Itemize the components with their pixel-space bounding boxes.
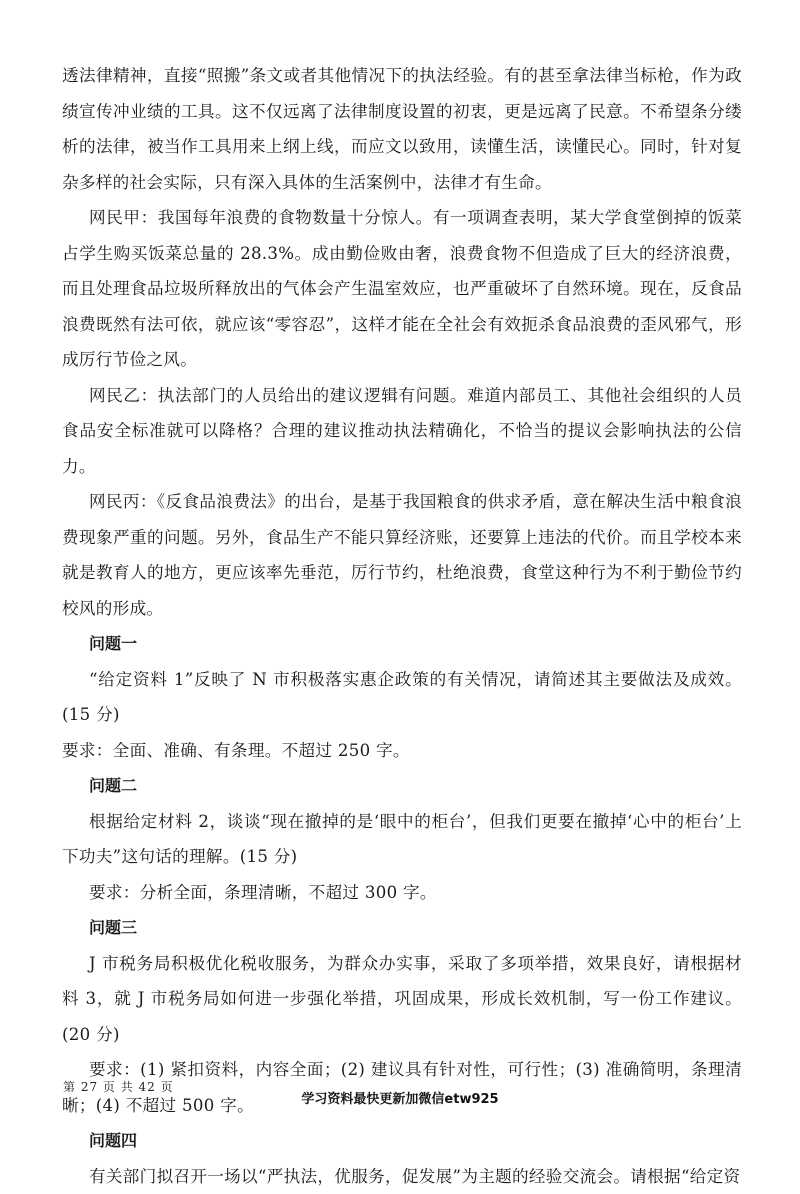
footer-note: 学习资料最快更新加微信etw925 <box>0 1088 800 1107</box>
question-heading: 问题四 <box>62 1123 742 1159</box>
question-requirement: 要求：(1) 紧扣资料，内容全面；(2) 建议具有针对性，可行性；(3) 准确简明，条理清晰；(4) 不超过 500 字。 <box>62 1052 742 1123</box>
document-body <box>62 58 742 1194</box>
question-text: “给定资料 1”反映了 N 市积极落实惠企政策的有关情况，请简述其主要做法及成效。(15 分) <box>62 662 742 733</box>
body-paragraph: 网民甲：我国每年浪费的食物数量十分惊人。有一项调查表明，某大学食堂倒掉的饭菜占学生购买饭菜总量的 28.3%。成由勤俭败由奢，浪费食物不但造成了巨大的经济浪费，而且处理食品垃圾所释放出的气体会产生温室效应，也严重破坏了自然环境。现在，反食品浪费既然有法可依，就应该“零容忍”，这样才能在全社会有效扼杀食品浪费的歪风邪气，形成厉行节俭之风。 <box>62 200 742 378</box>
question-requirement: 要求：分析全面，条理清晰，不超过 300 字。 <box>62 875 742 911</box>
question-text: J 市税务局积极优化税收服务，为群众办实事，采取了多项举措，效果良好，请根据材料 3，就 J 市税务局如何进一步强化举措，巩固成果，形成长效机制，写一份工作建议。(20 分) <box>62 946 742 1053</box>
question-heading: 问题一 <box>62 626 742 662</box>
question-heading: 问题三 <box>62 910 742 946</box>
page-number: 第 27 页 共 42 页 <box>63 1078 174 1095</box>
body-paragraph: 网民丙：《反食品浪费法》的出台，是基于我国粮食的供求矛盾，意在解决生活中粮食浪费现象严重的问题。另外，食品生产不能只算经济账，还要算上违法的代价。而且学校本来就是教育人的地方，更应该率先垂范，厉行节约，杜绝浪费，食堂这种行为不利于勤俭节约校风的形成。 <box>62 484 742 626</box>
body-paragraph: 网民乙：执法部门的人员给出的建议逻辑有问题。难道内部员工、其他社会组织的人员食品安全标准就可以降格？合理的建议推动执法精确化，不恰当的提议会影响执法的公信力。 <box>62 378 742 485</box>
question-text: 有关部门拟召开一场以“严执法，优服务，促发展”为主题的经验交流会。请根据“给定资 <box>62 1159 742 1194</box>
question-requirement: 要求：全面、准确、有条理。不超过 250 字。 <box>62 733 742 769</box>
question-heading: 问题二 <box>62 768 742 804</box>
body-paragraph: 透法律精神，直接“照搬”条文或者其他情况下的执法经验。有的甚至拿法律当标枪，作为政绩宣传冲业绩的工具。这不仅远离了法律制度设置的初衷，更是远离了民意。不希望条分缕析的法律，被当作工具用来上纲上线，而应文以致用，读懂生活，读懂民心。同时，针对复杂多样的社会实际，只有深入具体的生活案例中，法律才有生命。 <box>62 58 742 200</box>
question-text: 根据给定材料 2，谈谈“现在撤掉的是‘眼中的柜台’，但我们更要在撤掉‘心中的柜台’上下功夫”这句话的理解。(15 分) <box>62 804 742 875</box>
